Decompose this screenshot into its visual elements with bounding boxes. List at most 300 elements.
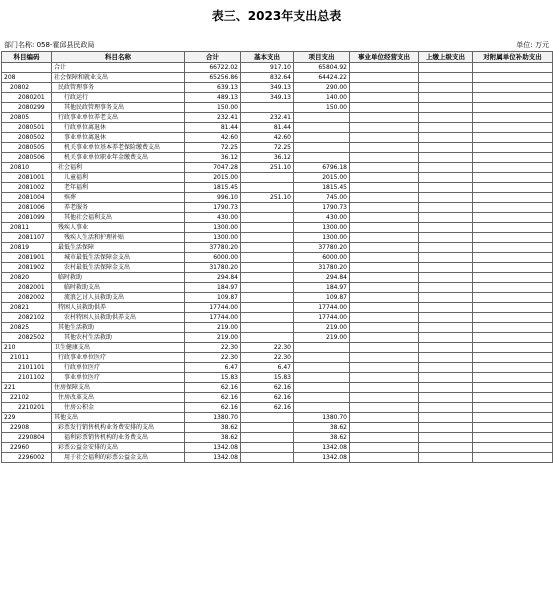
- table-row: [2, 73, 553, 83]
- biz-cell: [350, 133, 419, 143]
- subject-code-cell: 2080201: [2, 93, 52, 103]
- subject-code-cell: 2210201: [2, 403, 52, 413]
- basic-cell: 81.44: [241, 123, 294, 133]
- biz-cell: [350, 453, 419, 463]
- table-row: [2, 423, 553, 433]
- subject-name-cell: 社会福利: [52, 163, 185, 173]
- table-row: [2, 203, 553, 213]
- subject-name-cell: 用于社会福利的彩票公益金支出: [52, 453, 185, 463]
- subsidy-cell: [473, 423, 553, 433]
- biz-cell: [350, 83, 419, 93]
- subject-name-cell: 住房改革支出: [52, 393, 185, 403]
- biz-cell: [350, 233, 419, 243]
- biz-cell: [350, 193, 419, 203]
- subject-name-cell: 彩票公益金安排的支出: [52, 443, 185, 453]
- biz-cell: [350, 373, 419, 383]
- upper-cell: [419, 303, 473, 313]
- basic-cell: [241, 443, 294, 453]
- table-row: [2, 343, 553, 353]
- total-cell: 17744.00: [185, 303, 241, 313]
- basic-cell: 62.16: [241, 383, 294, 393]
- biz-cell: [350, 413, 419, 423]
- project-cell: [294, 113, 350, 123]
- upper-cell: [419, 73, 473, 83]
- subsidy-cell: [473, 403, 553, 413]
- biz-cell: [350, 223, 419, 233]
- project-cell: [294, 363, 350, 373]
- subsidy-cell: [473, 363, 553, 373]
- table-row: [2, 193, 553, 203]
- project-cell: 38.62: [294, 433, 350, 443]
- table-row: [2, 283, 553, 293]
- table-row: [2, 213, 553, 223]
- total-cell: 294.84: [185, 273, 241, 283]
- biz-cell: [350, 73, 419, 83]
- basic-cell: [241, 173, 294, 183]
- table-row: [2, 83, 553, 93]
- subject-code-cell: 20811: [2, 223, 52, 233]
- total-cell: 62.16: [185, 403, 241, 413]
- total-cell: 109.87: [185, 293, 241, 303]
- upper-cell: [419, 243, 473, 253]
- basic-cell: 832.64: [241, 73, 294, 83]
- subject-name-cell: 机关事业单位职业年金缴费支出: [52, 153, 185, 163]
- subsidy-cell: [473, 283, 553, 293]
- basic-cell: 15.83: [241, 373, 294, 383]
- upper-cell: [419, 413, 473, 423]
- subject-name-cell: 儿童福利: [52, 173, 185, 183]
- biz-cell: [350, 433, 419, 443]
- subsidy-cell: [473, 323, 553, 333]
- basic-cell: [241, 273, 294, 283]
- project-cell: [294, 403, 350, 413]
- subject-code-cell: 2081107: [2, 233, 52, 243]
- column-header: 项目支出: [294, 52, 350, 63]
- column-header: 基本支出: [241, 52, 294, 63]
- subject-code-cell: 2082502: [2, 333, 52, 343]
- basic-cell: [241, 283, 294, 293]
- subject-name-cell: 其他社会福利支出: [52, 213, 185, 223]
- total-cell: 1342.08: [185, 453, 241, 463]
- subject-code-cell: 2081001: [2, 173, 52, 183]
- upper-cell: [419, 193, 473, 203]
- column-header: 对附属单位补助支出: [473, 52, 553, 63]
- project-cell: 65804.92: [294, 63, 350, 73]
- basic-cell: 72.25: [241, 143, 294, 153]
- subject-name-cell: 行政单位医疗: [52, 363, 185, 373]
- upper-cell: [419, 283, 473, 293]
- upper-cell: [419, 223, 473, 233]
- total-cell: 37780.20: [185, 243, 241, 253]
- upper-cell: [419, 363, 473, 373]
- total-cell: 22.30: [185, 343, 241, 353]
- basic-cell: [241, 203, 294, 213]
- subsidy-cell: [473, 383, 553, 393]
- subsidy-cell: [473, 253, 553, 263]
- project-cell: [294, 343, 350, 353]
- subsidy-cell: [473, 313, 553, 323]
- project-cell: [294, 123, 350, 133]
- upper-cell: [419, 313, 473, 323]
- project-cell: 1790.73: [294, 203, 350, 213]
- subject-code-cell: 2080501: [2, 123, 52, 133]
- table-row: [2, 273, 553, 283]
- basic-cell: [241, 433, 294, 443]
- subject-code-cell: 20820: [2, 273, 52, 283]
- basic-cell: [241, 103, 294, 113]
- project-cell: 31780.20: [294, 263, 350, 273]
- total-cell: 66722.02: [185, 63, 241, 73]
- subject-code-cell: 22960: [2, 443, 52, 453]
- biz-cell: [350, 353, 419, 363]
- subject-code-cell: 210: [2, 343, 52, 353]
- table-row: [2, 223, 553, 233]
- subject-name-cell: 流浪乞讨人员救助支出: [52, 293, 185, 303]
- subject-code-cell: 2081002: [2, 183, 52, 193]
- biz-cell: [350, 163, 419, 173]
- table-row: [2, 163, 553, 173]
- total-cell: 150.00: [185, 103, 241, 113]
- subsidy-cell: [473, 203, 553, 213]
- biz-cell: [350, 213, 419, 223]
- table-row: [2, 323, 553, 333]
- biz-cell: [350, 333, 419, 343]
- basic-cell: [241, 453, 294, 463]
- subject-name-cell: 福利彩票销售机构的业务费支出: [52, 433, 185, 443]
- total-cell: 232.41: [185, 113, 241, 123]
- project-cell: 1380.70: [294, 413, 350, 423]
- subject-code-cell: 2080299: [2, 103, 52, 113]
- total-cell: 31780.20: [185, 263, 241, 273]
- upper-cell: [419, 453, 473, 463]
- biz-cell: [350, 403, 419, 413]
- subject-name-cell: 事业单位离退休: [52, 133, 185, 143]
- biz-cell: [350, 103, 419, 113]
- subject-name-cell: 合计: [52, 63, 185, 73]
- subject-name-cell: 行政事业单位医疗: [52, 353, 185, 363]
- total-cell: 17744.00: [185, 313, 241, 323]
- table-row: [2, 123, 553, 133]
- table-row: [2, 233, 553, 243]
- upper-cell: [419, 273, 473, 283]
- total-cell: 2015.00: [185, 173, 241, 183]
- subject-code-cell: 2082002: [2, 293, 52, 303]
- project-cell: 184.97: [294, 283, 350, 293]
- subsidy-cell: [473, 273, 553, 283]
- subsidy-cell: [473, 63, 553, 73]
- subsidy-cell: [473, 133, 553, 143]
- biz-cell: [350, 393, 419, 403]
- project-cell: 745.00: [294, 193, 350, 203]
- subject-code-cell: 20825: [2, 323, 52, 333]
- subject-name-cell: 住房保障支出: [52, 383, 185, 393]
- upper-cell: [419, 203, 473, 213]
- subject-code-cell: 229: [2, 413, 52, 423]
- subject-name-cell: 其他民政管理事务支出: [52, 103, 185, 113]
- basic-cell: [241, 213, 294, 223]
- basic-cell: 349.13: [241, 93, 294, 103]
- table-row: [2, 353, 553, 363]
- biz-cell: [350, 273, 419, 283]
- table-row: [2, 103, 553, 113]
- total-cell: 65256.86: [185, 73, 241, 83]
- total-cell: 639.13: [185, 83, 241, 93]
- upper-cell: [419, 343, 473, 353]
- column-header: 合计: [185, 52, 241, 63]
- upper-cell: [419, 383, 473, 393]
- project-cell: 1815.45: [294, 183, 350, 193]
- subsidy-cell: [473, 453, 553, 463]
- project-cell: 6000.00: [294, 253, 350, 263]
- subject-code-cell: 2290804: [2, 433, 52, 443]
- subject-name-cell: 最低生活保障: [52, 243, 185, 253]
- subject-name-cell: 临时救助支出: [52, 283, 185, 293]
- upper-cell: [419, 423, 473, 433]
- total-cell: 22.30: [185, 353, 241, 363]
- total-cell: 7047.28: [185, 163, 241, 173]
- table-row: [2, 133, 553, 143]
- project-cell: 1300.00: [294, 223, 350, 233]
- basic-cell: [241, 323, 294, 333]
- project-cell: 1300.00: [294, 233, 350, 243]
- upper-cell: [419, 123, 473, 133]
- project-cell: 64424.22: [294, 73, 350, 83]
- subsidy-cell: [473, 93, 553, 103]
- basic-cell: [241, 233, 294, 243]
- subject-name-cell: 养老服务: [52, 203, 185, 213]
- basic-cell: 22.30: [241, 343, 294, 353]
- biz-cell: [350, 63, 419, 73]
- upper-cell: [419, 373, 473, 383]
- subsidy-cell: [473, 73, 553, 83]
- table-row: [2, 453, 553, 463]
- biz-cell: [350, 363, 419, 373]
- project-cell: [294, 153, 350, 163]
- subsidy-cell: [473, 173, 553, 183]
- project-cell: 140.00: [294, 93, 350, 103]
- subject-name-cell: 卫生健康支出: [52, 343, 185, 353]
- basic-cell: 251.10: [241, 163, 294, 173]
- subject-code-cell: 221: [2, 383, 52, 393]
- biz-cell: [350, 113, 419, 123]
- basic-cell: 36.12: [241, 153, 294, 163]
- project-cell: 109.87: [294, 293, 350, 303]
- biz-cell: [350, 293, 419, 303]
- subject-name-cell: 城市最低生活保障金支出: [52, 253, 185, 263]
- subject-name-cell: 残疾人生活和护理补贴: [52, 233, 185, 243]
- basic-cell: [241, 333, 294, 343]
- basic-cell: 62.16: [241, 393, 294, 403]
- basic-cell: [241, 263, 294, 273]
- upper-cell: [419, 63, 473, 73]
- basic-cell: 62.16: [241, 403, 294, 413]
- biz-cell: [350, 323, 419, 333]
- subject-code-cell: 208: [2, 73, 52, 83]
- table-row: [2, 153, 553, 163]
- table-row: [2, 403, 553, 413]
- biz-cell: [350, 423, 419, 433]
- basic-cell: [241, 253, 294, 263]
- table-body: [2, 63, 553, 463]
- column-header: 上缴上级支出: [419, 52, 473, 63]
- total-cell: 72.25: [185, 143, 241, 153]
- subsidy-cell: [473, 183, 553, 193]
- project-cell: 6796.18: [294, 163, 350, 173]
- upper-cell: [419, 323, 473, 333]
- biz-cell: [350, 283, 419, 293]
- subsidy-cell: [473, 303, 553, 313]
- column-header: 事业单位经营支出: [350, 52, 419, 63]
- subsidy-cell: [473, 163, 553, 173]
- column-header: 科目编码: [2, 52, 52, 63]
- total-cell: 15.83: [185, 373, 241, 383]
- subsidy-cell: [473, 343, 553, 353]
- subsidy-cell: [473, 373, 553, 383]
- total-cell: 1790.73: [185, 203, 241, 213]
- upper-cell: [419, 253, 473, 263]
- upper-cell: [419, 263, 473, 273]
- table-row: [2, 143, 553, 153]
- total-cell: 6000.00: [185, 253, 241, 263]
- total-cell: 1342.08: [185, 443, 241, 453]
- upper-cell: [419, 353, 473, 363]
- subject-name-cell: 农村特困人员救助供养支出: [52, 313, 185, 323]
- project-cell: 1342.08: [294, 453, 350, 463]
- subject-name-cell: 民政管理事务: [52, 83, 185, 93]
- table-row: [2, 413, 553, 423]
- table-row: [2, 93, 553, 103]
- table-row: [2, 373, 553, 383]
- upper-cell: [419, 113, 473, 123]
- subsidy-cell: [473, 193, 553, 203]
- subject-code-cell: 21011: [2, 353, 52, 363]
- subject-name-cell: 事业单位医疗: [52, 373, 185, 383]
- subject-name-cell: 住房公积金: [52, 403, 185, 413]
- upper-cell: [419, 433, 473, 443]
- table-row: [2, 253, 553, 263]
- subject-code-cell: 2081006: [2, 203, 52, 213]
- upper-cell: [419, 393, 473, 403]
- subject-name-cell: 行政事业单位养老支出: [52, 113, 185, 123]
- total-cell: 184.97: [185, 283, 241, 293]
- subject-code-cell: 2081902: [2, 263, 52, 273]
- basic-cell: [241, 423, 294, 433]
- table-row: [2, 443, 553, 453]
- subject-code-cell: 2296002: [2, 453, 52, 463]
- upper-cell: [419, 103, 473, 113]
- subject-code-cell: [2, 63, 52, 73]
- page-title: 表三、2023年支出总表: [211, 9, 342, 23]
- subsidy-cell: [473, 223, 553, 233]
- subsidy-cell: [473, 293, 553, 303]
- subsidy-cell: [473, 83, 553, 93]
- project-cell: 150.00: [294, 103, 350, 113]
- project-cell: 294.84: [294, 273, 350, 283]
- subsidy-cell: [473, 443, 553, 453]
- biz-cell: [350, 443, 419, 453]
- subsidy-cell: [473, 413, 553, 423]
- basic-cell: 917.10: [241, 63, 294, 73]
- total-cell: 430.00: [185, 213, 241, 223]
- table-row: [2, 243, 553, 253]
- subsidy-cell: [473, 233, 553, 243]
- subject-code-cell: 2082102: [2, 313, 52, 323]
- subsidy-cell: [473, 393, 553, 403]
- upper-cell: [419, 443, 473, 453]
- basic-cell: 6.47: [241, 363, 294, 373]
- basic-cell: [241, 243, 294, 253]
- biz-cell: [350, 313, 419, 323]
- total-cell: 38.62: [185, 433, 241, 443]
- total-cell: 219.00: [185, 333, 241, 343]
- total-cell: 219.00: [185, 323, 241, 333]
- project-cell: 37780.20: [294, 243, 350, 253]
- upper-cell: [419, 173, 473, 183]
- subject-name-cell: 特困人员救助供养: [52, 303, 185, 313]
- project-cell: 1342.08: [294, 443, 350, 453]
- subject-code-cell: 20802: [2, 83, 52, 93]
- upper-cell: [419, 153, 473, 163]
- subject-code-cell: 20805: [2, 113, 52, 123]
- project-cell: [294, 133, 350, 143]
- table-header-row: [2, 52, 553, 63]
- subject-name-cell: 残疾人事业: [52, 223, 185, 233]
- biz-cell: [350, 203, 419, 213]
- upper-cell: [419, 143, 473, 153]
- table-row: [2, 173, 553, 183]
- basic-cell: 251.10: [241, 193, 294, 203]
- upper-cell: [419, 293, 473, 303]
- upper-cell: [419, 183, 473, 193]
- subject-code-cell: 2080505: [2, 143, 52, 153]
- basic-cell: [241, 303, 294, 313]
- total-cell: 36.12: [185, 153, 241, 163]
- subject-code-cell: 2080506: [2, 153, 52, 163]
- subject-code-cell: 2081901: [2, 253, 52, 263]
- biz-cell: [350, 303, 419, 313]
- basic-cell: [241, 293, 294, 303]
- project-cell: [294, 373, 350, 383]
- biz-cell: [350, 243, 419, 253]
- basic-cell: [241, 223, 294, 233]
- subsidy-cell: [473, 243, 553, 253]
- project-cell: 219.00: [294, 323, 350, 333]
- basic-cell: [241, 183, 294, 193]
- subject-name-cell: 行政运行: [52, 93, 185, 103]
- subsidy-cell: [473, 333, 553, 343]
- subject-code-cell: 2101101: [2, 363, 52, 373]
- subsidy-cell: [473, 153, 553, 163]
- basic-cell: [241, 313, 294, 323]
- subsidy-cell: [473, 123, 553, 133]
- basic-cell: [241, 413, 294, 423]
- biz-cell: [350, 173, 419, 183]
- subject-code-cell: 20819: [2, 243, 52, 253]
- biz-cell: [350, 343, 419, 353]
- subject-name-cell: 机关事业单位基本养老保险缴费支出: [52, 143, 185, 153]
- upper-cell: [419, 133, 473, 143]
- subject-name-cell: 殡葬: [52, 193, 185, 203]
- subject-name-cell: 彩票发行销售机构业务费安排的支出: [52, 423, 185, 433]
- project-cell: 430.00: [294, 213, 350, 223]
- subject-code-cell: 2101102: [2, 373, 52, 383]
- biz-cell: [350, 253, 419, 263]
- basic-cell: 22.30: [241, 353, 294, 363]
- subject-code-cell: 22102: [2, 393, 52, 403]
- total-cell: 81.44: [185, 123, 241, 133]
- expenditure-table: [1, 51, 553, 463]
- table-row: [2, 63, 553, 73]
